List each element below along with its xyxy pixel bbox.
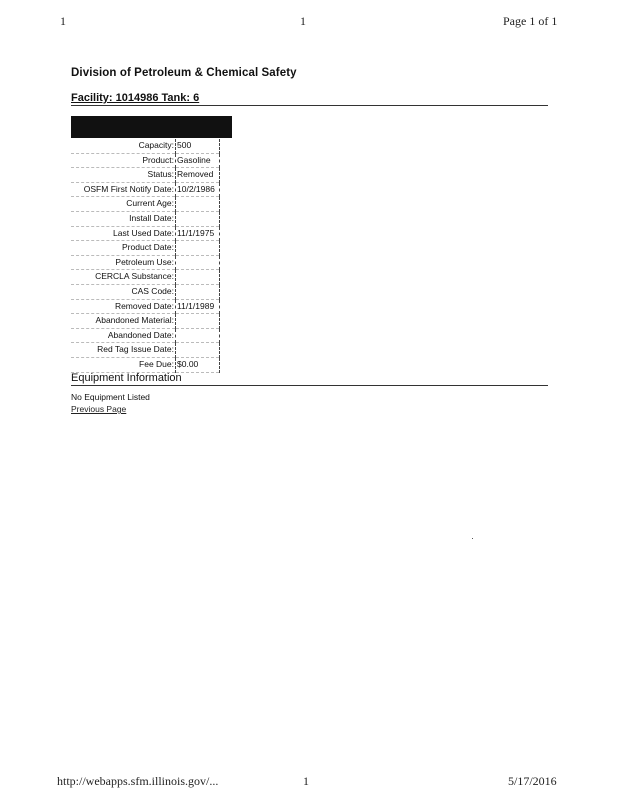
tank-detail-label: Product: (142, 154, 174, 165)
footer-date: 5/17/2016 (508, 774, 557, 788)
tank-detail-row (71, 328, 220, 343)
tank-detail-value: 11/1/1975 (176, 226, 220, 241)
tank-detail-row (71, 284, 220, 299)
tank-detail-row (71, 299, 220, 314)
tank-detail-value (176, 284, 220, 299)
tank-detail-value (176, 211, 220, 226)
header-center-marker: 1 (300, 14, 306, 28)
tank-header-banner (71, 116, 232, 138)
tank-detail-value: Gasoline (176, 153, 220, 168)
tank-detail-value (176, 255, 220, 270)
tank-detail-label: Status: (147, 169, 174, 180)
tank-detail-row (71, 139, 220, 153)
footer-page-number: 1 (303, 774, 309, 788)
tank-detail-label: Fee Due: (139, 358, 174, 369)
tank-detail-value (176, 241, 220, 256)
tank-detail-label: Abandoned Date: (107, 329, 174, 340)
tank-detail-label: Current Age: (126, 198, 174, 209)
tank-detail-value (176, 314, 220, 329)
tank-detail-label: Product Date: (122, 242, 174, 253)
tank-detail-label: Last Used Date: (113, 227, 174, 238)
tank-detail-row (71, 197, 220, 212)
tank-detail-value: $0.00 (176, 357, 220, 372)
footer-url: http://webapps.sfm.illinois.gov/... (57, 774, 219, 788)
tank-detail-label: Install Date: (129, 212, 174, 223)
tank-detail-row (71, 211, 220, 226)
tank-detail-value: Removed (176, 168, 220, 183)
tank-detail-value (176, 270, 220, 285)
tank-detail-row (71, 153, 220, 168)
tank-detail-label: Capacity: (138, 140, 174, 150)
facility-heading: Facility: 1014986 Tank: 6 (71, 92, 548, 106)
tank-detail-row (71, 270, 220, 285)
tank-detail-row (71, 314, 220, 329)
tank-detail-row (71, 241, 220, 256)
tank-detail-row (71, 226, 220, 241)
tank-detail-value: 500 (176, 139, 220, 153)
tank-detail-row (71, 255, 220, 270)
header-page-number: Page 1 of 1 (503, 14, 558, 28)
tank-detail-label: Removed Date: (114, 300, 174, 311)
header-left-marker: 1 (60, 14, 66, 28)
previous-page-link[interactable]: Previous Page (71, 404, 127, 414)
tank-detail-label: CERCLA Substance: (95, 271, 174, 282)
tank-detail-label: Petroleum Use: (115, 256, 174, 267)
tank-details-table (71, 139, 220, 373)
tank-detail-value (176, 343, 220, 358)
page-title: Division of Petroleum & Chemical Safety (71, 67, 297, 79)
tank-detail-label: Abandoned Material: (95, 315, 174, 326)
tank-detail-row (71, 343, 220, 358)
tank-detail-label: CAS Code: (131, 285, 174, 296)
equipment-heading: Equipment Information (71, 372, 548, 386)
tank-detail-row (71, 182, 220, 197)
tank-detail-value: 10/2/1986 (176, 182, 220, 197)
no-equipment-text: No Equipment Listed (71, 392, 150, 402)
tank-detail-row (71, 357, 220, 372)
tank-detail-value (176, 328, 220, 343)
scan-speck (472, 538, 473, 539)
tank-detail-row (71, 168, 220, 183)
tank-detail-value: 11/1/1989 (176, 299, 220, 314)
tank-detail-value (176, 197, 220, 212)
tank-detail-label: OSFM First Notify Date: (83, 183, 174, 194)
tank-detail-label: Red Tag Issue Date: (97, 344, 174, 355)
